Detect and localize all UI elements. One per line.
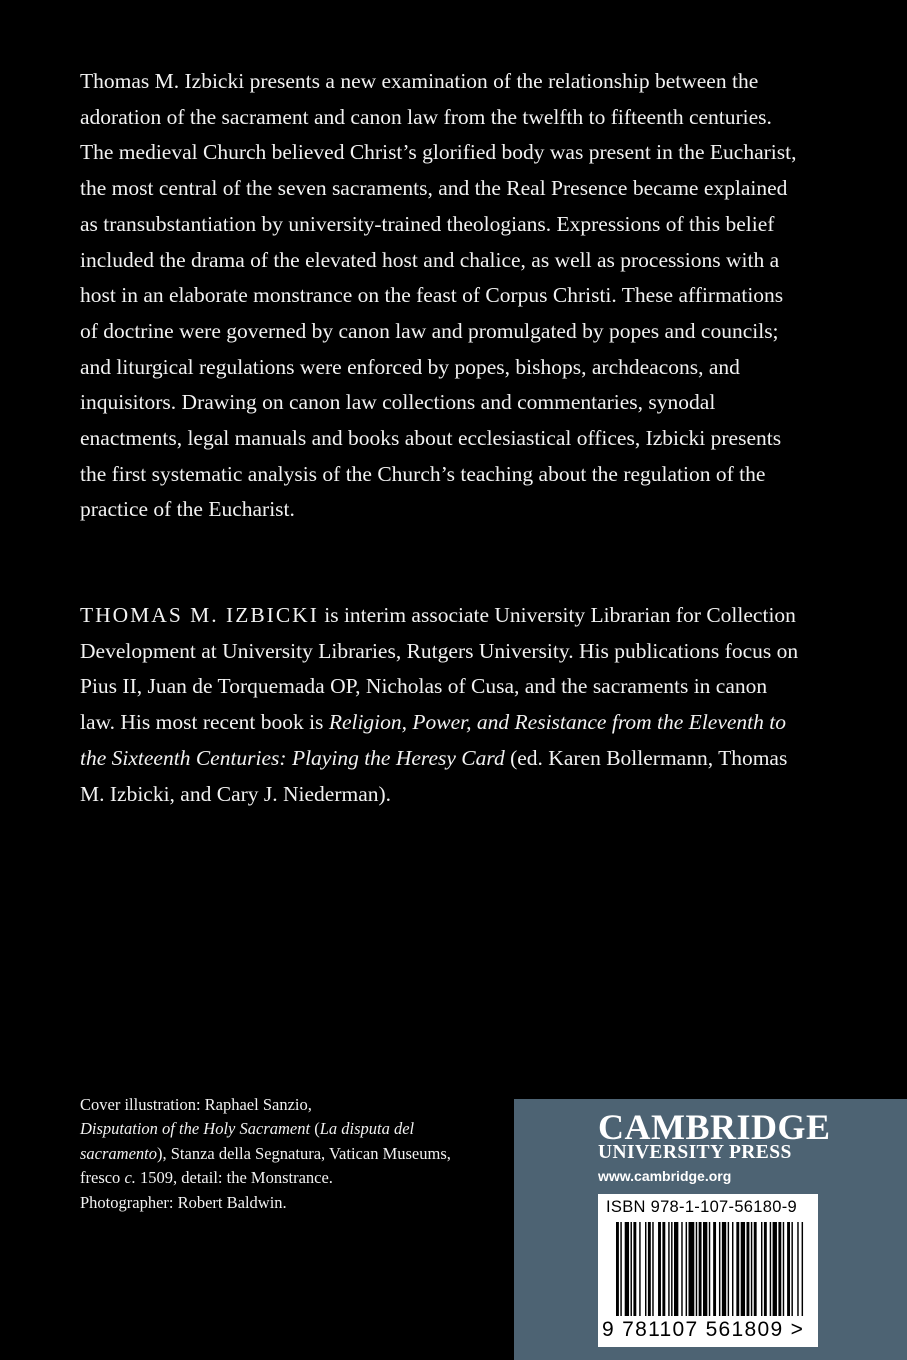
barcode-bar — [703, 1222, 707, 1316]
barcode-bar — [699, 1222, 702, 1316]
credit-paren: ( — [310, 1119, 320, 1139]
barcode-bar — [741, 1222, 745, 1316]
barcode-bar — [671, 1222, 672, 1316]
barcode-bar — [668, 1222, 669, 1316]
barcode-bar — [791, 1222, 792, 1316]
barcode-bar — [770, 1222, 771, 1316]
barcode-bar — [648, 1222, 651, 1316]
cover-credit — [80, 1093, 480, 1215]
barcode-bar — [722, 1222, 726, 1316]
artwork-italian-title: La disputa del sacramento — [80, 1119, 415, 1163]
barcode-bar — [620, 1222, 621, 1316]
barcode-bar — [696, 1222, 697, 1316]
barcode-bar — [787, 1222, 790, 1316]
circa-abbrev: c. — [124, 1168, 136, 1188]
barcode-bar — [713, 1222, 716, 1316]
barcode-bar — [625, 1222, 629, 1316]
publisher-panel — [514, 1099, 907, 1360]
barcode-digits: 9 781107 561809 > — [602, 1318, 805, 1341]
barcode-bar — [658, 1222, 661, 1316]
barcode-bar — [719, 1222, 720, 1316]
publisher-url[interactable]: www.cambridge.org — [598, 1168, 732, 1184]
author-bio-text: is interim associate University Librarian for Collection Development at University Libraries, Rutgers University. His publications focus on Pius II, Juan de Torquemada OP, Nicholas of Cusa, and the sacraments in canon law. His most recent book is — [80, 603, 799, 735]
barcode-bar — [662, 1222, 665, 1316]
barcode-bar — [736, 1222, 739, 1316]
barcode-bar — [773, 1222, 777, 1316]
barcode-bar — [616, 1222, 619, 1316]
barcode-bar — [764, 1222, 767, 1316]
barcode-bar — [761, 1222, 762, 1316]
barcode-bar — [639, 1222, 640, 1316]
author-name: THOMAS M. IZBICKI — [80, 603, 319, 627]
barcode-bar — [783, 1222, 784, 1316]
barcode-bar — [633, 1222, 636, 1316]
credit-detail: 1509, detail: the Monstrance. — [135, 1168, 333, 1188]
credit-location: ), Stanza della Segnatura, Vatican Museums, fresco — [80, 1143, 451, 1188]
barcode-bar — [751, 1222, 752, 1316]
barcode-bar — [674, 1222, 678, 1316]
barcode-bar — [778, 1222, 781, 1316]
barcode-bar — [797, 1222, 798, 1316]
barcode-bar — [728, 1222, 729, 1316]
publisher-subname: UNIVERSITY PRESS — [598, 1142, 792, 1163]
barcode-bar — [802, 1222, 803, 1316]
recent-book-title: Religion, Power, and Resistance from the Eleventh to the Sixteenth Centuries: Playing the Heresy Card — [80, 710, 786, 770]
barcode-bar — [631, 1222, 632, 1316]
author-bio-end: (ed. Karen Bollermann, Thomas M. Izbicki, and Cary J. Niederman). — [80, 745, 788, 806]
barcode-box — [598, 1194, 818, 1347]
barcode-bar — [686, 1222, 687, 1316]
barcode-bar — [689, 1222, 695, 1316]
photographer-credit: Photographer: Robert Baldwin. — [80, 1192, 287, 1212]
barcode-bar — [709, 1222, 710, 1316]
barcode-bar — [645, 1222, 646, 1316]
credit-line-1: Cover illustration: Raphael Sanzio, — [80, 1095, 312, 1114]
isbn-label: ISBN 978-1-107-56180-9 — [606, 1198, 797, 1216]
barcode-bar — [747, 1222, 750, 1316]
author-bio — [80, 598, 800, 812]
publisher-name: CAMBRIDGE — [598, 1107, 831, 1147]
barcode-bar — [681, 1222, 682, 1316]
barcode-bar — [732, 1222, 733, 1316]
barcode-bar — [754, 1222, 757, 1316]
barcode-bar — [652, 1222, 653, 1316]
book-description: Thomas M. Izbicki presents a new examination of the relationship between the adoration of the sacrament and canon law from the twelfth to fifteenth centuries. The medieval Church believed Christ’s glorified body was present in the Eucharist, the most central of the seven sacraments, and the Real Presence became explained as transubstantiation by university-trained theologians. Expressions of this belief included the drama of the elevated host and chalice, as well as processions with a host in an elaborate monstrance on the feast of Corpus Christi. These affirmations of doctrine were governed by canon law and promulgated by popes and councils; and liturgical regulations were enforced by popes, bishops, archdeacons, and inquisitors. Drawing on canon law collections and commentaries, synodal enactments, legal manuals and books about ecclesiastical offices, Izbicki presents the first systematic analysis of the Church’s teaching about the regulation of the practice of the Eucharist. — [80, 69, 797, 522]
artwork-title: Disputation of the Holy Sacrament — [80, 1119, 311, 1139]
